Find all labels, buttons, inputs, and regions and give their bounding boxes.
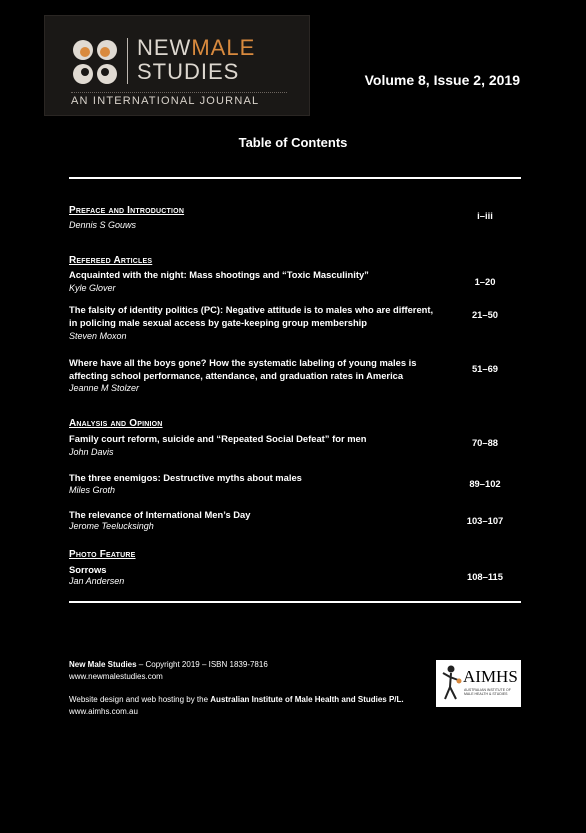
logo-word-new: NEW (137, 35, 192, 60)
section-heading-analysis: Analysis and Opinion (69, 418, 163, 429)
entry-title: The three enemigos: Destructive myths about males (69, 472, 302, 483)
entry-title: The relevance of International Men’s Day (69, 509, 251, 520)
entry-author: Dennis S Gouws (69, 220, 137, 230)
logo-wordmark (137, 36, 255, 84)
footer-hosting-org: Australian Institute of Male Health and Studies P/L. (210, 695, 404, 704)
entry-author: Steven Moxon (69, 331, 127, 341)
logo-tagline: AN INTERNATIONAL JOURNAL (71, 92, 287, 107)
entry-pages: i–iii (477, 210, 493, 221)
logo-word-male: MALE (191, 35, 256, 60)
entry-pages: 70–88 (471, 437, 499, 448)
entry-author: Miles Groth (69, 485, 116, 495)
entry-pages: 89–102 (469, 478, 501, 489)
discus-thrower-icon (440, 663, 462, 703)
entry-title: Acquainted with the night: Mass shootings and “Toxic Masculinity” (69, 269, 369, 280)
entry-pages: 103–107 (466, 515, 504, 526)
aimhs-logo (436, 660, 521, 707)
bottom-rule (69, 601, 521, 603)
section-heading-refereed: Refereed Articles (69, 255, 153, 266)
section-heading-preface: Preface and Introduction (69, 205, 185, 216)
logo-word-studies: STUDIES (137, 59, 240, 84)
footer-hosting-prefix: Website design and web hosting by the (69, 695, 211, 704)
footer-copyright-text: – Copyright 2019 – ISBN 1839-7816 (136, 660, 268, 669)
section-heading-photo: Photo Feature (69, 549, 136, 560)
entry-author: Jeanne M Stolzer (69, 383, 140, 393)
toc-title: Table of Contents (238, 135, 348, 150)
entry-author: Kyle Glover (69, 283, 116, 293)
aimhs-subtitle: AUSTRALIAN INSTITUTE OF MALE HEALTH & STUDIES (464, 688, 511, 696)
entry-pages: 108–115 (467, 571, 503, 582)
entry-title: The falsity of identity politics (PC): Negative attitude is to males who are different, in policing male sexual access by gate-keeping group membership (69, 304, 434, 328)
entry-author: John Davis (69, 447, 114, 457)
entry-title: Family court reform, suicide and “Repeated Social Defeat” for men (69, 433, 367, 444)
entry-pages: 51–69 (471, 363, 499, 374)
entry-title: Where have all the boys gone? How the systematic labeling of young males is affecting school performance, attendance, and graduation rates in America (69, 357, 417, 381)
volume-issue: Volume 8, Issue 2, 2019 (364, 72, 520, 88)
footer-journal-name: New Male Studies (69, 660, 137, 669)
aimhs-wordmark: AIMHS (463, 667, 518, 686)
entry-title: Sorrows (69, 564, 107, 575)
footer-site-link[interactable]: www.newmalestudies.com (69, 672, 163, 681)
logo-divider (127, 38, 128, 84)
footer-copyright (69, 659, 268, 670)
footer-aimhs-link[interactable]: www.aimhs.com.au (69, 707, 138, 716)
entry-pages: 21–50 (471, 309, 499, 320)
entry-pages: 1–20 (474, 276, 496, 287)
butterfly-logo-icon (71, 38, 119, 86)
footer-hosting (69, 694, 404, 705)
journal-logo (44, 15, 310, 116)
top-rule (69, 177, 521, 179)
entry-author: Jerome Teelucksingh (69, 521, 154, 531)
entry-author: Jan Andersen (69, 576, 125, 586)
